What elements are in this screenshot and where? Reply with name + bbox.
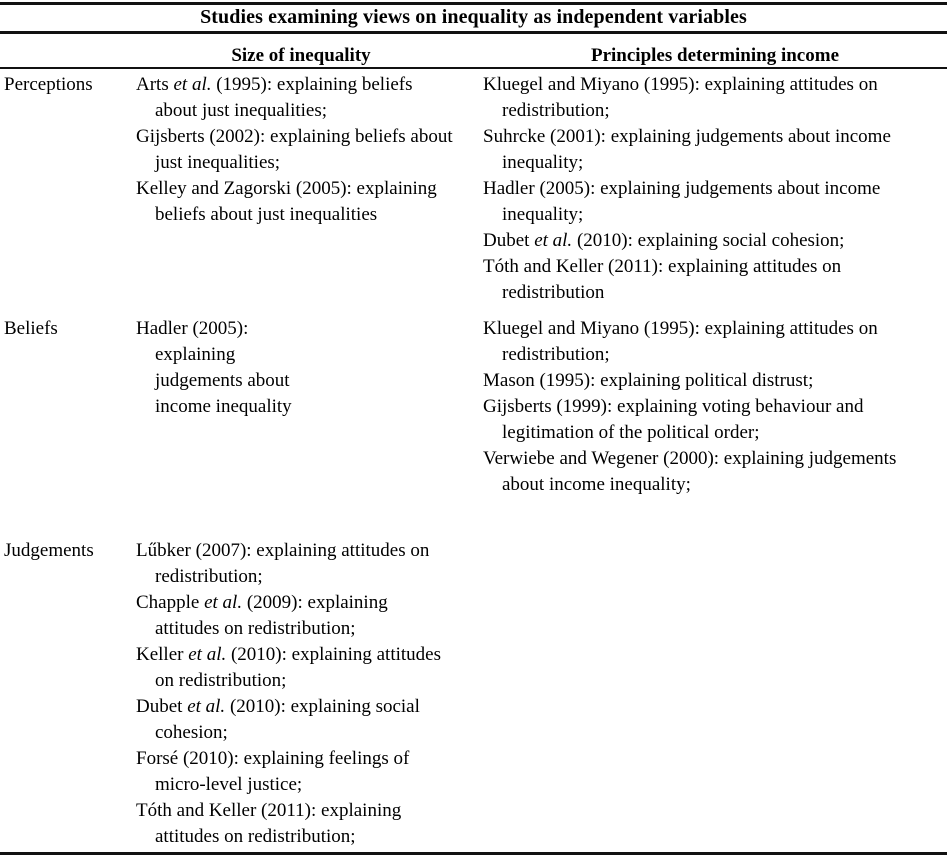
cell-size-of-inequality <box>136 316 456 420</box>
study-entry: Gijsberts (1999): explaining voting behaviour and legitimation of the political order; <box>483 396 864 443</box>
study-entry: Dubet et al. (2010): explaining social cohesion; <box>136 696 420 743</box>
row-label: Beliefs <box>4 318 58 339</box>
column-header-principles-determining-income: Principles determining income <box>590 45 840 66</box>
study-entry: Tóth and Keller (2011): explaining attitudes on redistribution; <box>136 800 402 847</box>
study-entry: Hadler (2005): explaining judgements about income inequality <box>136 318 292 417</box>
cell-principles-determining-income <box>483 72 933 306</box>
rule-bottom <box>0 852 947 855</box>
study-entry: Tóth and Keller (2011): explaining attitudes on redistribution <box>483 256 842 303</box>
study-entry: Chapple et al. (2009): explaining attitudes on redistribution; <box>136 592 388 639</box>
rule-below-title <box>0 31 947 34</box>
study-entry: Gijsberts (2002): explaining beliefs about just inequalities; <box>136 126 453 173</box>
study-entry: Arts et al. (1995): explaining beliefs about just inequalities; <box>136 74 413 121</box>
row-label: Judgements <box>4 540 94 561</box>
table-title: Studies examining views on inequality as independent variables <box>200 6 747 28</box>
study-entry: Suhrcke (2001): explaining judgements about income inequality; <box>483 126 891 173</box>
study-entry: Lűbker (2007): explaining attitudes on redistribution; <box>136 540 430 587</box>
column-header-size-of-inequality: Size of inequality <box>231 45 371 66</box>
study-entry: Kelley and Zagorski (2005): explaining beliefs about just inequalities <box>136 178 437 225</box>
study-entry: Mason (1995): explaining political distrust; <box>483 370 814 391</box>
study-entry: Hadler (2005): explaining judgements about income inequality; <box>483 178 881 225</box>
study-entry: Kluegel and Miyano (1995): explaining attitudes on redistribution; <box>483 318 878 365</box>
study-entry: Kluegel and Miyano (1995): explaining attitudes on redistribution; <box>483 74 878 121</box>
cell-size-of-inequality <box>136 72 456 228</box>
cell-principles-determining-income <box>483 316 933 498</box>
rule-below-column-headers <box>0 67 947 69</box>
row-label: Perceptions <box>4 74 93 95</box>
study-entry: Dubet et al. (2010): explaining social cohesion; <box>483 230 845 251</box>
study-entry: Keller et al. (2010): explaining attitudes on redistribution; <box>136 644 441 691</box>
study-entry: Verwiebe and Wegener (2000): explaining judgements about income inequality; <box>483 448 897 495</box>
study-entry: Forsé (2010): explaining feelings of micro-level justice; <box>136 748 410 795</box>
cell-size-of-inequality <box>136 538 456 850</box>
